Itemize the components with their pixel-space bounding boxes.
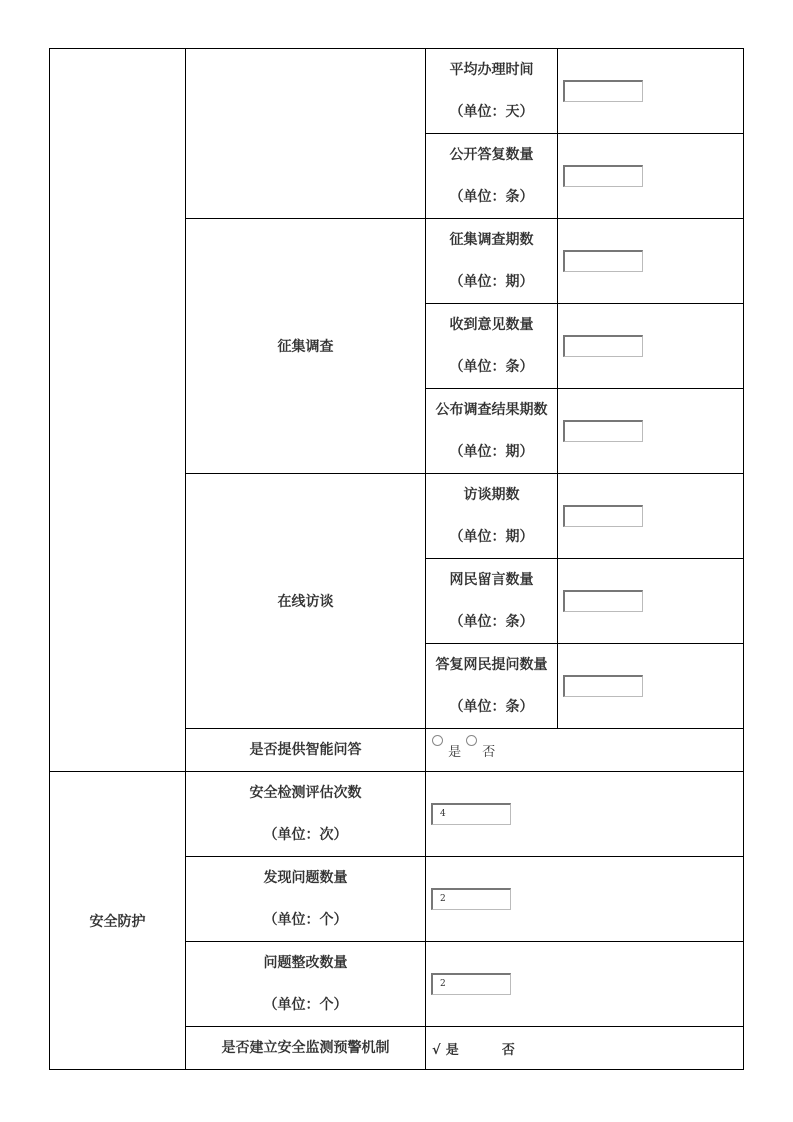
field-label-issues-found: 发现问题数量 （单位：个）	[186, 857, 426, 942]
field-value-cell	[426, 772, 744, 857]
field-label-security-checks: 安全检测评估次数 （单位：次）	[186, 772, 426, 857]
field-label-issues-fixed: 问题整改数量 （单位：个）	[186, 942, 426, 1027]
field-value-cell	[558, 644, 744, 729]
monitor-yes-check-icon[interactable]: √	[432, 1042, 441, 1058]
smart-qa-no-label: 否	[482, 744, 496, 760]
group-anquan: 安全防护	[50, 772, 186, 1070]
smart-qa-no-radio[interactable]	[466, 735, 477, 746]
issues-found-input[interactable]: 2	[431, 888, 511, 910]
field-value-cell	[558, 219, 744, 304]
field-value-cell	[558, 304, 744, 389]
field-label-avg-time: 平均办理时间 （单位：天）	[426, 49, 558, 134]
field-value-cell	[558, 474, 744, 559]
field-label-survey-periods: 征集调查期数 （单位：期）	[426, 219, 558, 304]
survey-results-input[interactable]	[563, 420, 643, 442]
field-label-smart-qa: 是否提供智能问答	[186, 729, 426, 772]
smart-qa-options	[426, 729, 744, 772]
security-checks-input[interactable]: 4	[431, 803, 511, 825]
field-value-cell	[426, 942, 744, 1027]
field-value-cell	[426, 857, 744, 942]
field-label-survey-results: 公布调查结果期数 （单位：期）	[426, 389, 558, 474]
field-label-netizen-msgs: 网民留言数量 （单位：条）	[426, 559, 558, 644]
smart-qa-yes-radio[interactable]	[432, 735, 443, 746]
category-cell-empty	[50, 49, 186, 772]
field-label-reply-questions: 答复网民提问数量 （单位：条）	[426, 644, 558, 729]
group-zhengji: 征集调查	[186, 219, 426, 474]
opinions-input[interactable]	[563, 335, 643, 357]
reply-questions-input[interactable]	[563, 675, 643, 697]
field-value-cell	[558, 134, 744, 219]
public-reply-input[interactable]	[563, 165, 643, 187]
field-value-cell	[558, 389, 744, 474]
interview-periods-input[interactable]	[563, 505, 643, 527]
monitor-mechanism-options	[426, 1027, 744, 1070]
field-label-public-reply: 公开答复数量 （单位：条）	[426, 134, 558, 219]
survey-periods-input[interactable]	[563, 250, 643, 272]
smart-qa-yes-label: 是	[448, 744, 462, 760]
field-label-opinions: 收到意见数量 （单位：条）	[426, 304, 558, 389]
field-label-monitor-mechanism: 是否建立安全监测预警机制	[186, 1027, 426, 1070]
field-value-cell	[558, 49, 744, 134]
subcategory-cell-empty	[186, 49, 426, 219]
monitor-yes-label: 是	[445, 1042, 459, 1058]
issues-fixed-input[interactable]: 2	[431, 973, 511, 995]
group-fangtan: 在线访谈	[186, 474, 426, 729]
field-value-cell	[558, 559, 744, 644]
statistics-form-table	[49, 48, 744, 1070]
field-label-interview-periods: 访谈期数 （单位：期）	[426, 474, 558, 559]
monitor-no-label[interactable]: 否	[501, 1042, 515, 1058]
netizen-msgs-input[interactable]	[563, 590, 643, 612]
avg-time-input[interactable]	[563, 80, 643, 102]
